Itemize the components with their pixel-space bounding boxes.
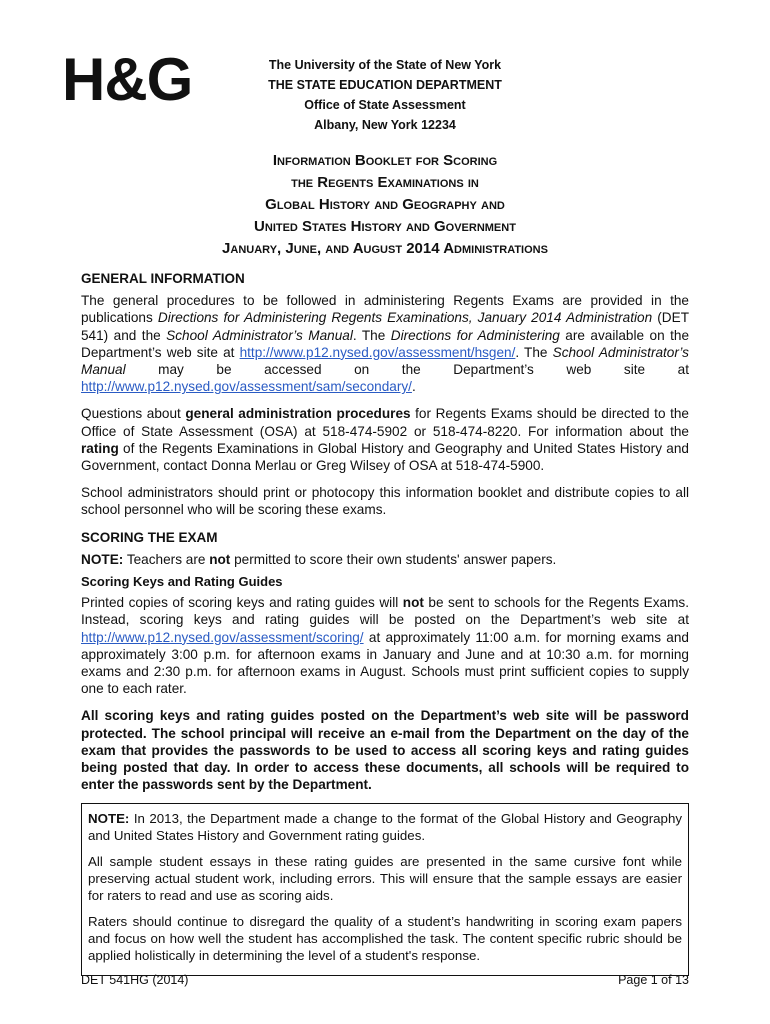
note-label: NOTE: <box>88 811 130 827</box>
general-paragraph-3: School administrators should print or photocopy this information booklet and distribute copies to all school personnel who will be scoring these exams. <box>81 485 689 518</box>
password-paragraph: All scoring keys and rating guides posted on the Department’s web site will be password protected. The school principal will receive an e-mail from the Department on the day of the exam that provides the passwords to be used to access all scoring keys and rating guides being posted that day. In order to access these documents, all schools will be required to enter the passwords sent by the Department. <box>81 708 689 793</box>
text-run: permitted to score their own students' answer papers. <box>230 551 557 567</box>
agency-line-address: Albany, New York 12234 <box>314 118 456 132</box>
publication-title: Directions for Administering Regents Examinations, January 2014 Administration <box>157 310 653 326</box>
scoring-keys-subheading: Scoring Keys and Rating Guides <box>81 574 283 590</box>
general-paragraph-2 <box>81 405 689 474</box>
title-line-5: January, June, and August 2014 Administrations <box>222 240 548 257</box>
scoring-paragraph-1 <box>81 594 689 697</box>
format-change-note-box <box>81 803 689 976</box>
title-line-1: Information Booklet for Scoring <box>272 152 498 169</box>
emphasis: not <box>402 595 424 611</box>
text-run: . <box>411 379 416 395</box>
scoring-heading: SCORING THE EXAM <box>81 529 218 545</box>
agency-header <box>180 55 590 135</box>
text-run: are available on the Department’s web site at <box>81 327 689 360</box>
page-number: Page 1 of 13 <box>618 973 689 987</box>
general-information-heading: GENERAL INFORMATION <box>81 271 245 286</box>
emphasis: general administration procedures <box>185 406 411 422</box>
text-run: Printed copies of scoring keys and rating guides will <box>81 595 403 611</box>
scoring-note <box>81 551 689 568</box>
publication-title: School Administrator’s Manual <box>81 344 689 378</box>
note-label: NOTE: <box>81 551 124 567</box>
note-box-paragraph-2: All sample student essays in these rating guides are presented in the same cursive font while preserving actual student work, including errors. This will ensure that the sample essays are easier for raters to read and use as scoring aids. <box>88 854 682 904</box>
agency-line-department: THE STATE EDUCATION DEPARTMENT <box>268 78 502 92</box>
title-line-4: United States History and Government <box>254 218 516 235</box>
document-title <box>60 150 710 260</box>
text-run: (DET 541) and the <box>81 310 689 343</box>
text-run: of the Regents Examinations in Global History and Geography and United States History and Government, contact Donna Merlau or Greg Wilsey of OSA at 518-474-5900. <box>81 440 689 474</box>
emphasis: rating <box>81 440 119 456</box>
publication-title: School Administrator’s Manual <box>166 327 353 343</box>
note-box-paragraph-1 <box>88 810 682 844</box>
text-run: . The <box>352 327 391 343</box>
note-box-paragraph-3: Raters should continue to disregard the quality of a student’s handwriting in scoring exam papers and focus on how well the student has accomplished the task. The content specific rubric should be applied holistically in determining the level of a student's response. <box>88 914 682 964</box>
agency-line-office: Office of State Assessment <box>304 98 466 112</box>
page-footer <box>81 973 689 987</box>
text-run: at approximately 11:00 a.m. for morning exams and approximately 3:00 p.m. for afternoon exams in January and June and at 10:30 a.m. for morning exams and 2:30 p.m. for afternoon exams in August. Schools must print sufficient copies to supply one to each rater. <box>81 629 689 697</box>
text-run: be sent to schools for the Regents Exams. Instead, scoring keys and rating guides will be posted on the Department’s web site at <box>81 595 690 628</box>
title-line-2: the Regents Examinations in <box>291 174 479 191</box>
text-run: The general procedures to be followed in administering Regents Exams are provided in the publications <box>81 293 689 326</box>
publication-title: Directions for Administering <box>390 327 560 343</box>
text-run: may be accessed on the Department’s web site at <box>125 362 689 378</box>
hsgen-link[interactable]: http://www.p12.nysed.gov/assessment/hsgen/ <box>239 344 516 360</box>
hg-logo: H&G <box>62 46 193 113</box>
emphasis: not <box>209 551 231 567</box>
title-line-3: Global History and Geography and <box>265 196 505 213</box>
text-run: Teachers are <box>123 551 210 567</box>
scoring-link[interactable]: http://www.p12.nysed.gov/assessment/scoring/ <box>81 629 364 645</box>
agency-line-university: The University of the State of New York <box>268 58 502 72</box>
document-body <box>81 270 689 976</box>
text-run: Questions about <box>81 406 186 422</box>
text-run: In 2013, the Department made a change to the format of the Global History and Geography and United States History and Government rating guides. <box>88 811 682 844</box>
text-run: for Regents Exams should be directed to the Office of State Assessment (OSA) at 518-474-5902 or 518-474-8220. For information about the <box>81 406 689 439</box>
text-run: . The <box>515 344 553 360</box>
document-code: DET 541HG (2014) <box>81 973 189 987</box>
sam-secondary-link[interactable]: http://www.p12.nysed.gov/assessment/sam/secondary/ <box>81 379 412 395</box>
general-paragraph-1 <box>81 292 689 395</box>
